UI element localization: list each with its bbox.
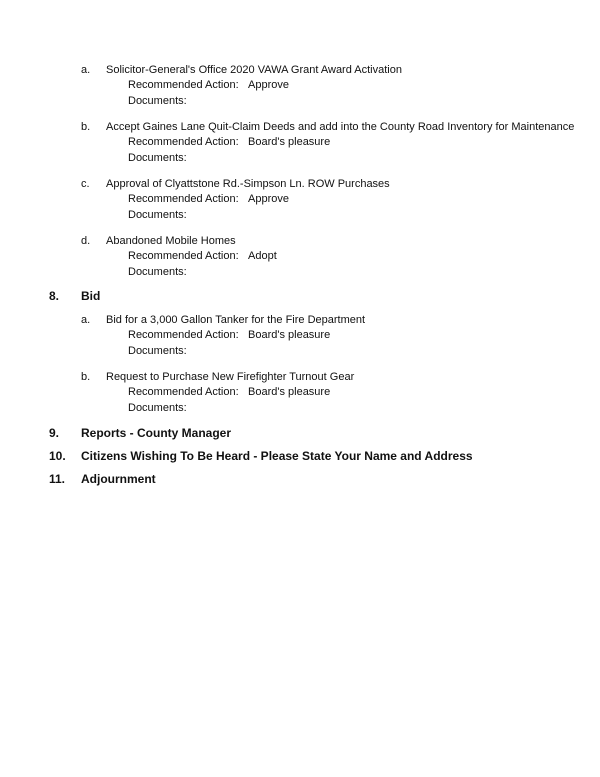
item-title: Request to Purchase New Firefighter Turnout Gear xyxy=(106,371,355,383)
documents-label: Documents: xyxy=(128,95,187,107)
documents-label: Documents: xyxy=(128,266,187,278)
item-title: Accept Gaines Lane Quit-Claim Deeds and add into the County Road Inventory for Maintenance xyxy=(106,121,575,133)
agenda-item xyxy=(0,235,600,285)
recommended-action-label: Recommended Action: xyxy=(128,79,239,91)
recommended-action-label: Recommended Action: xyxy=(128,329,239,341)
section-number: 9. xyxy=(49,426,60,440)
agenda-item xyxy=(0,64,600,114)
recommended-action-value: Board's pleasure xyxy=(248,386,331,398)
item-letter: c. xyxy=(81,178,90,190)
item-title: Abandoned Mobile Homes xyxy=(106,235,236,247)
item-title: Approval of Clyattstone Rd.-Simpson Ln. ROW Purchases xyxy=(106,178,390,190)
section-title: Bid xyxy=(81,289,101,303)
item-letter: d. xyxy=(81,235,91,247)
recommended-action-value: Approve xyxy=(248,79,289,91)
section-number: 10. xyxy=(49,449,66,463)
item-title: Bid for a 3,000 Gallon Tanker for the Fire Department xyxy=(106,314,366,326)
item-title: Solicitor-General's Office 2020 VAWA Grant Award Activation xyxy=(106,64,402,76)
item-letter: a. xyxy=(81,314,91,326)
documents-label: Documents: xyxy=(128,345,187,357)
agenda-item xyxy=(0,314,600,364)
agenda-item xyxy=(0,371,600,421)
item-letter: b. xyxy=(81,371,91,383)
section-title: Citizens Wishing To Be Heard - Please State Your Name and Address xyxy=(81,449,473,463)
recommended-action-label: Recommended Action: xyxy=(128,386,239,398)
recommended-action-label: Recommended Action: xyxy=(128,250,239,262)
recommended-action-label: Recommended Action: xyxy=(128,193,239,205)
section-title: Adjournment xyxy=(81,472,156,486)
documents-label: Documents: xyxy=(128,152,187,164)
documents-label: Documents: xyxy=(128,402,187,414)
recommended-action-value: Approve xyxy=(248,193,289,205)
section-number: 11. xyxy=(49,472,66,486)
documents-label: Documents: xyxy=(128,209,187,221)
recommended-action-value: Board's pleasure xyxy=(248,136,331,148)
recommended-action-value: Board's pleasure xyxy=(248,329,331,341)
recommended-action-value: Adopt xyxy=(248,250,277,262)
section-number: 8. xyxy=(49,289,60,303)
recommended-action-label: Recommended Action: xyxy=(128,136,239,148)
agenda-item xyxy=(0,121,600,171)
item-letter: a. xyxy=(81,64,91,76)
agenda-item xyxy=(0,178,600,228)
section-title: Reports - County Manager xyxy=(81,426,232,440)
item-letter: b. xyxy=(81,121,91,133)
